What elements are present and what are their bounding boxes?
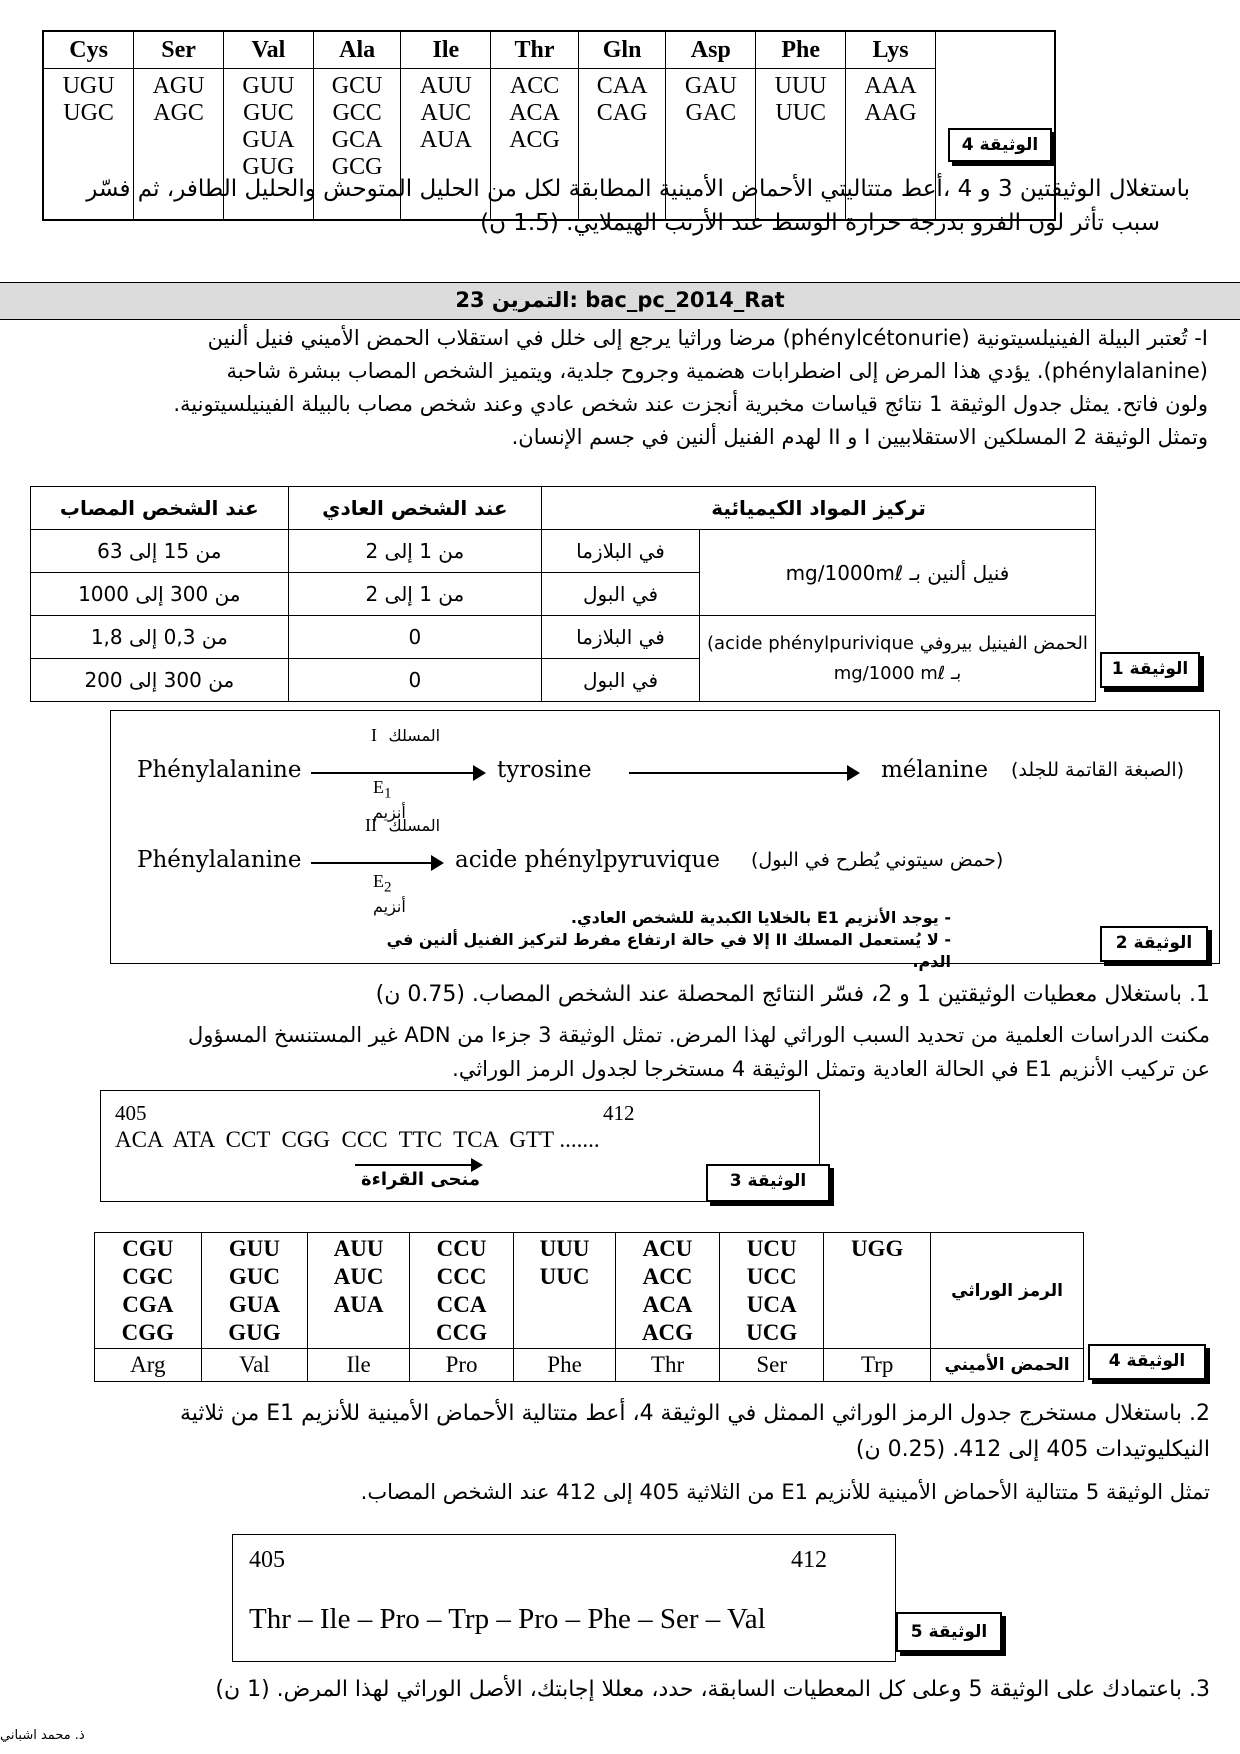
paragraph-3: تمثل الوثيقة 5 متتالية الأحماض الأمينية للأنزيم E1 من الثلاثية 405 إلى 412 عند الشخص المصاب.: [360, 1480, 1210, 1504]
codon: ACC: [509, 73, 560, 99]
empty-cell: [936, 31, 1056, 69]
codon: UGG: [850, 1236, 904, 1261]
cell-normal: من 1 إلى 2: [288, 530, 542, 573]
codon: AUC: [420, 100, 472, 126]
reading-arrow: [355, 1164, 475, 1166]
doc3-start-num: 405: [115, 1101, 147, 1125]
cell-normal: 0: [288, 616, 542, 659]
codon: CCC: [436, 1264, 487, 1289]
codon: CGA: [122, 1292, 174, 1317]
question-3: 3. باعتمادك على الوثيقة 5 وعلى كل المعطيات السابقة، حدد، معللا إجابتك، الأصل الوراثي لهذا المرض. (1 ن): [215, 1677, 1210, 1702]
path2-start: Phénylalanine: [137, 847, 302, 873]
aa-header: Gln: [578, 31, 666, 69]
doc5-end-num: 412: [791, 1547, 827, 1573]
codon: CAG: [596, 100, 648, 126]
codon-cell: [409, 1233, 513, 1349]
codon-cell: [201, 1233, 308, 1349]
aa-header: Val: [224, 31, 314, 69]
aa-header: Cys: [43, 31, 134, 69]
cell-medium: في البول: [542, 659, 700, 702]
path1-end: mélanine: [881, 757, 989, 783]
intro-line-1: I- تُعتبر البيلة الفينيلسيتونية (phénylcétonurie) مرضا وراثيا يرجع إلى خلل في استقلاب الحمض الأميني فنيل ألنين: [207, 326, 1208, 350]
codon: CCG: [436, 1320, 488, 1345]
codon: ACU: [642, 1236, 693, 1261]
prev-question-2-line1: باستغلال الوثيقتين 3 و 4 ،أعط متتاليتي الأحماض الأمينية المطابقة لكل من الحليل المتوحش والحليل الطافر، ثم فسّر: [86, 176, 1190, 202]
question-2-line-1: 2. باستغلال مستخرج جدول الرمز الوراثي الممثل في الوثيقة 4، أعط متتالية الأحماض الأمينية للأنزيم E1 من ثلاثية: [179, 1401, 1210, 1426]
intro-line-2: (phénylalanine). يؤدي هذا المرض إلى اضطرابات هضمية وجروح جلدية، ويتميز الشخص المصاب ببشرة شاحبة: [226, 359, 1208, 383]
codon: CGU: [122, 1236, 174, 1261]
path2-end: acide phénylpyruvique: [455, 847, 720, 873]
codon: UCG: [746, 1320, 798, 1345]
doc3-sequence: ACA ATA CCT CGG CCC TTC TCA GTT .......: [115, 1127, 600, 1152]
codon: UCU: [746, 1236, 797, 1261]
amino-acid-cell: Ser: [720, 1349, 824, 1382]
intro-paragraph: [30, 322, 1208, 454]
codon: AUA: [333, 1292, 384, 1317]
codon: CAA: [596, 73, 648, 99]
codon: ACC: [642, 1264, 693, 1289]
codon-cell: [824, 1233, 931, 1349]
codon: GAC: [685, 100, 737, 126]
path1-arrow-1: [311, 772, 479, 774]
codon: AUA: [419, 127, 472, 153]
cell-medium: في البلازما: [542, 530, 700, 573]
aa-header: Ile: [401, 31, 491, 69]
cell-patient: من 300 إلى 1000: [31, 573, 289, 616]
path2-arrow: [311, 862, 437, 864]
aa-header: Asp: [666, 31, 756, 69]
paragraph-2: [30, 1018, 1210, 1086]
aa-header: Lys: [846, 31, 936, 69]
row-label-codon: الرمز الوراثي: [931, 1233, 1084, 1349]
cell-substance-phe: فنيل ألنين بـ mg/1000mℓ: [699, 530, 1095, 616]
cell-normal: 0: [288, 659, 542, 702]
codon: AUU: [333, 1236, 384, 1261]
codon-cell: [615, 1233, 719, 1349]
doc4-label: الوثيقة 4: [1088, 1344, 1206, 1380]
doc3-direction: منحى القراءة: [361, 1169, 481, 1190]
cell-medium: في البول: [542, 573, 700, 616]
codon: GCU: [331, 73, 383, 99]
cell-medium: في البلازما: [542, 616, 700, 659]
codon: AAG: [864, 100, 917, 126]
codon: AUU: [419, 73, 472, 99]
amino-acid-cell: Phe: [514, 1349, 616, 1382]
codon: GUC: [243, 100, 294, 126]
doc5-box: [232, 1534, 896, 1662]
doc2-box: [110, 710, 1220, 971]
path2-enzyme: $E_2$ أنزيم: [373, 871, 406, 916]
doc4-top-label: الوثيقة 4: [948, 128, 1052, 162]
question-2: [30, 1396, 1210, 1468]
codon: GUA: [228, 1292, 280, 1317]
doc5-start-num: 405: [249, 1547, 285, 1573]
cell-patient: من 300 إلى 200: [31, 659, 289, 702]
codon: UUC: [775, 100, 826, 126]
codon: GUU: [242, 73, 295, 99]
codon-cell: [720, 1233, 824, 1349]
codon: ACA: [509, 100, 560, 126]
doc5-label: الوثيقة 5: [896, 1612, 1002, 1652]
intro-line-4: وتمثل الوثيقة 2 المسلكين الاستقلابيين I و II لهدم الفنيل ألنين في جسم الإنسان.: [511, 425, 1208, 449]
codon: UUU: [539, 1236, 590, 1261]
codon: GUC: [228, 1264, 280, 1289]
amino-acid-cell: Arg: [95, 1349, 202, 1382]
codon: AUC: [333, 1264, 384, 1289]
arrowhead-icon: [847, 765, 860, 781]
codon: UUU: [774, 73, 827, 99]
codon: GUU: [228, 1236, 280, 1261]
codon: CCA: [436, 1292, 487, 1317]
paragraph-2-line-1: مكنت الدراسات العلمية من تحديد السبب الوراثي لهذا المرض. تمثل الوثيقة 3 جزءا من ADN غير المستنسخ المسؤول: [188, 1023, 1210, 1047]
codon: GAU: [684, 73, 737, 99]
codon: UCC: [746, 1264, 797, 1289]
arrowhead-icon: [431, 855, 444, 871]
arrowhead-icon: [473, 765, 486, 781]
codon: ACA: [642, 1292, 693, 1317]
path1-route: I المسلك: [371, 725, 441, 745]
intro-line-3: ولون فاتح. يمثل جدول الوثيقة 1 نتائج قياسات مخبرية أنجزت عند شخص عادي وعند شخص مصاب بالبيلة الفينيلسيتونية.: [173, 392, 1208, 416]
codon-cell: [95, 1233, 202, 1349]
doc4-table: [94, 1232, 1084, 1382]
codon: GCC: [332, 100, 382, 126]
amino-acid-cell: Trp: [824, 1349, 931, 1382]
question-1: 1. باستغلال معطيات الوثيقتين 1 و 2، فسّر النتائج المحصلة عند الشخص المصاب. (0.75 ن): [375, 982, 1210, 1007]
amino-acid-cell: Thr: [615, 1349, 719, 1382]
codon: AAA: [864, 73, 917, 99]
doc3-label: الوثيقة 3: [706, 1164, 830, 1202]
doc2-note-1: - يوجد الأنزيم E1 بالخلايا الكبدية للشخص العادي.: [570, 908, 951, 927]
path1-enzyme: $E_1$ أنزيم: [373, 777, 406, 822]
path2-note: (حمض سيتوني يُطرح في البول): [751, 849, 1004, 871]
prev-question-2: [40, 172, 1190, 240]
codon: CGC: [122, 1264, 174, 1289]
doc5-sequence: Thr – Ile – Pro – Trp – Pro – Phe – Ser – Val: [249, 1603, 766, 1635]
codon: UUC: [539, 1264, 590, 1289]
doc2-note-2: - لا يُستعمل المسلك II إلا في حالة ارتفاع مفرط لتركيز الفنيل ألنين في الدم.: [386, 930, 951, 971]
path1-arrow-2: [629, 772, 851, 774]
row-label-aa: الحمض الأميني: [931, 1349, 1084, 1382]
exercise-title: التمرين 23: bac_pc_2014_Rat: [455, 288, 785, 312]
codon: GUG: [228, 1320, 281, 1345]
amino-acid-cell: Ile: [308, 1349, 410, 1382]
exercise-title-bar: [0, 282, 1240, 320]
aa-header: Ala: [313, 31, 401, 69]
prev-question-2-line2: سبب تأثر لون الفرو بدرجة حرارة الوسط عند الأرنب الهيملايي. (1.5 ن): [480, 210, 1160, 236]
codon: UGU: [62, 73, 115, 99]
codon: GCA: [331, 127, 383, 153]
codon-cell: [308, 1233, 410, 1349]
doc1-label: الوثيقة 1: [1100, 652, 1200, 688]
paragraph-2-line-2: عن تركيب الأنزيم E1 في الحالة العادية وتمثل الوثيقة 4 مستخرجا لجدول الرمز الوراثي.: [452, 1057, 1210, 1081]
question-2-line-2: النيكليوتيدات 405 إلى 412. (0.25 ن): [855, 1437, 1210, 1462]
codon: ACG: [509, 127, 560, 153]
author: ذ. محمد اشباني: [0, 1728, 85, 1743]
path1-start: Phénylalanine: [137, 757, 302, 783]
amino-acid-cell: Pro: [409, 1349, 513, 1382]
codon: GCG: [331, 154, 383, 180]
aa-header: Phe: [756, 31, 846, 69]
header-substance: تركيز المواد الكيميائية: [542, 487, 1096, 530]
doc1-table: [30, 486, 1096, 702]
codon: CCU: [436, 1236, 487, 1261]
cell-patient: من 15 إلى 63: [31, 530, 289, 573]
cell-normal: من 1 إلى 2: [288, 573, 542, 616]
codon-cell: [514, 1233, 616, 1349]
doc2-notes: [371, 907, 951, 973]
doc3-end-num: 412: [603, 1101, 635, 1125]
aa-header: Thr: [491, 31, 579, 69]
path2-route: II المسلك: [365, 815, 441, 835]
path1-note: (الصبغة القاتمة للجلد): [1011, 759, 1185, 781]
path1-mid: tyrosine: [497, 757, 592, 783]
doc2-label: الوثيقة 2: [1100, 926, 1208, 962]
codon: ACG: [641, 1320, 694, 1345]
header-patient: عند الشخص المصاب: [31, 487, 289, 530]
codon: UGC: [63, 100, 114, 126]
codon: UCA: [746, 1292, 797, 1317]
codon: CGG: [121, 1320, 174, 1345]
cell-substance-acid: الحمض الفينيل بيروفي acide phénylpurivique) بـ mg/1000 mℓ: [699, 616, 1095, 702]
aa-header: Ser: [134, 31, 224, 69]
cell-patient: من 0,3 إلى 1,8: [31, 616, 289, 659]
codon: GUG: [242, 154, 295, 180]
codon: GUA: [242, 127, 295, 153]
amino-acid-cell: Val: [201, 1349, 308, 1382]
codon: AGC: [153, 100, 204, 126]
header-normal: عند الشخص العادي: [288, 487, 542, 530]
codon: AGU: [152, 73, 205, 99]
